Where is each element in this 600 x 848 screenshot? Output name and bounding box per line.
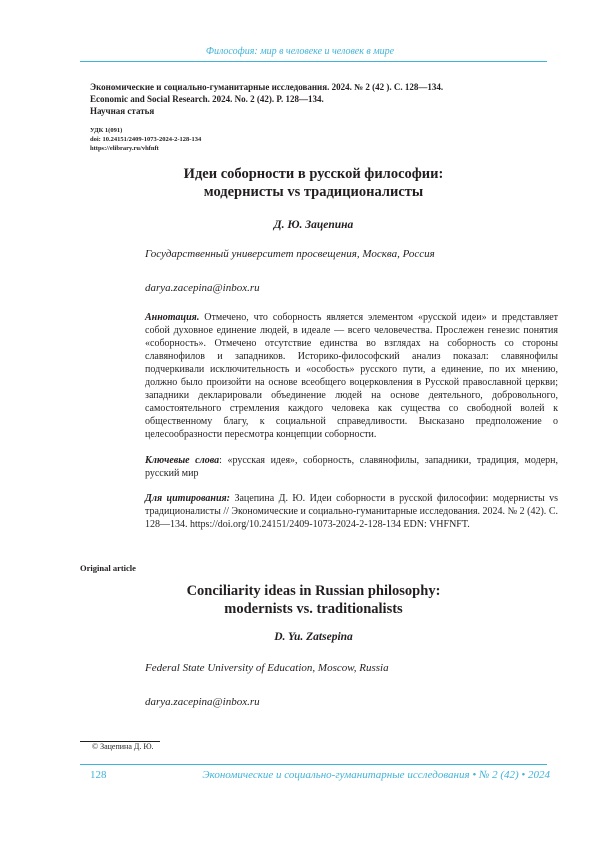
article-title-en-line1: Conciliarity ideas in Russian philosophy:: [186, 583, 441, 599]
author-en: D. Yu. Zatsepina: [274, 631, 353, 643]
affiliation-en: Federal State University of Education, Moscow, Russia: [145, 662, 389, 674]
affiliation-ru: Государственный университет просвещения, Москва, Россия: [145, 248, 435, 260]
citation-ru: [145, 492, 558, 531]
author-ru: Д. Ю. Зацепина: [273, 219, 354, 231]
abstract-label: Аннотация.: [145, 312, 200, 323]
copyright-footnote: © Зацепина Д. Ю.: [92, 742, 154, 751]
journal-reference-ru: Экономические и социально-гуманитарные исследования. 2024. № 2 (42 ). С. 128—134.: [90, 82, 444, 92]
keywords-ru: [145, 454, 558, 480]
article-title-ru-line1: Идеи соборности в русской философии:: [183, 166, 444, 182]
citation-label: Для цитирования:: [145, 493, 231, 504]
page-number: 128: [90, 769, 107, 781]
email-ru[interactable]: darya.zacepina@inbox.ru: [145, 282, 260, 294]
article-title-ru-line2: модернисты vs традиционалисты: [203, 184, 424, 200]
original-article-label: Original article: [80, 563, 136, 573]
udk: УДК 1(091): [90, 127, 123, 134]
email-en[interactable]: darya.zacepina@inbox.ru: [145, 696, 260, 708]
elibrary-link[interactable]: https://elibrary.ru/vhfnft: [90, 145, 159, 152]
header-rule: [80, 61, 547, 62]
keywords-text: : «русская идея», соборность, славянофилы, западники, традиция, модерн, русский мир: [145, 455, 558, 479]
article-type: Научная статья: [90, 106, 155, 116]
running-header: Философия: мир в человеке и человек в мире: [205, 46, 395, 57]
citation-text: Зацепина Д. Ю. Идеи соборности в русской философии: модернисты vs традиционалисты // Экономические и социально-гуманитарные исследования. 2024. № 2 (42). С. 128—134. https://doi.org/10.24151/2409-1073-2024-2-128-134 EDN: VHFNFT.: [145, 493, 559, 530]
article-title-en-line2: modernists vs. traditionalists: [224, 601, 403, 617]
abstract-text: Отмечено, что соборность является элементом «русской идеи» и представляет собой духовное единение людей, в идеале — всего человечества. Прослежен генезис понятия «соборность». Отмечено отсутствие единства во взглядах на соборность со стороны славянофилов и западников. Историко-философский анализ показал: славянофилы подчеркивали исключительность и «особость» русского пути, а единение, по их мнению, должно было произойти на основе всеобщего воцерковления в Русской православной церкви; западники декларировали объединение людей на основе деятельного, добровольного, самостоятельного стремления каждого человека как существа со свободной волей к общественному благу, к социальной справедливости. Высказано предположение о целесообразности пересмотра концепции соборности.: [145, 312, 558, 440]
keywords-label: Ключевые слова: [145, 455, 220, 466]
running-footer: Экономические и социально-гуманитарные исследования • № 2 (42) • 2024: [202, 769, 550, 781]
journal-reference-en: Economic and Social Research. 2024. No. 2 (42). P. 128—134.: [90, 94, 324, 104]
footer-rule: [80, 764, 547, 765]
doi: doi: 10.24151/2409-1073-2024-2-128-134: [90, 136, 202, 143]
abstract-ru: [145, 311, 558, 441]
